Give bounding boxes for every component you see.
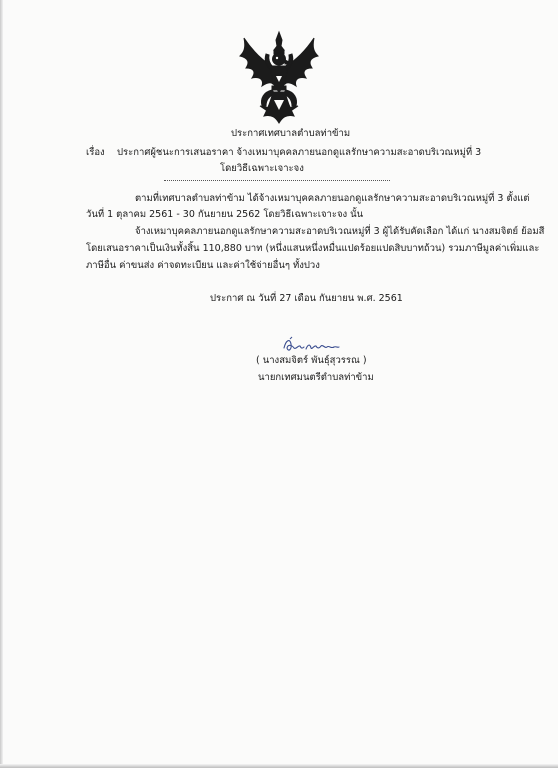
paragraph-2-line-3: ภาษีอื่น ค่าขนส่ง ค่าจดทะเบียน และค่าใช้จ่ายอื่นๆ ทั้งปวง	[86, 260, 320, 271]
paragraph-2-line-1: จ้างเหมาบุคคลภายนอกดูแลรักษาความสะอาดบริเวณหมู่ที่ 3 ผู้ได้รับคัดเลือก ได้แก่ นางสมจิตย์ ย้อมสี	[135, 226, 545, 237]
handwritten-signature	[282, 336, 340, 354]
signatory-name: ( นางสมจิตร์ พันธุ์สุวรรณ )	[256, 355, 367, 366]
thai-garuda-emblem-icon	[238, 30, 320, 124]
scan-shadow-bottom	[0, 764, 558, 768]
signatory-position: นายกเทศมนตรีตำบลท่าข้าม	[258, 372, 374, 383]
header-divider	[164, 180, 390, 181]
subject-label: เรื่อง	[86, 147, 105, 158]
subject-text: ประกาศผู้ชนะการเสนอราคา จ้างเหมาบุคคลภายนอกดูแลรักษาความสะอาดบริเวณหมู่ที่ 3	[117, 147, 482, 158]
paragraph-1-line-2: วันที่ 1 ตุลาคม 2561 - 30 กันยายน 2562 โดยวิธีเฉพาะเจาะจง นั้น	[86, 209, 364, 220]
paragraph-2-line-2: โดยเสนอราคาเป็นเงินทั้งสิ้น 110,880 บาท (หนึ่งแสนหนึ่งหมื่นแปดร้อยแปดสิบบาทถ้วน) รวมภาษีมูลค่าเพิ่มและ	[86, 243, 540, 254]
paragraph-1-line-1: ตามที่เทศบาลตำบลท่าข้าม ได้จ้างเหมาบุคคลภายนอกดูแลรักษาความสะอาดบริเวณหมู่ที่ 3 ตั้งแต่	[135, 193, 530, 204]
announcement-date: ประกาศ ณ วันที่ 27 เดือน กันยายน พ.ศ. 2561	[210, 293, 403, 304]
announcement-title: ประกาศเทศบาลตำบลท่าข้าม	[231, 128, 351, 139]
subject-method: โดยวิธีเฉพาะเจาะจง	[220, 163, 304, 174]
scan-shadow-left	[0, 0, 3, 768]
